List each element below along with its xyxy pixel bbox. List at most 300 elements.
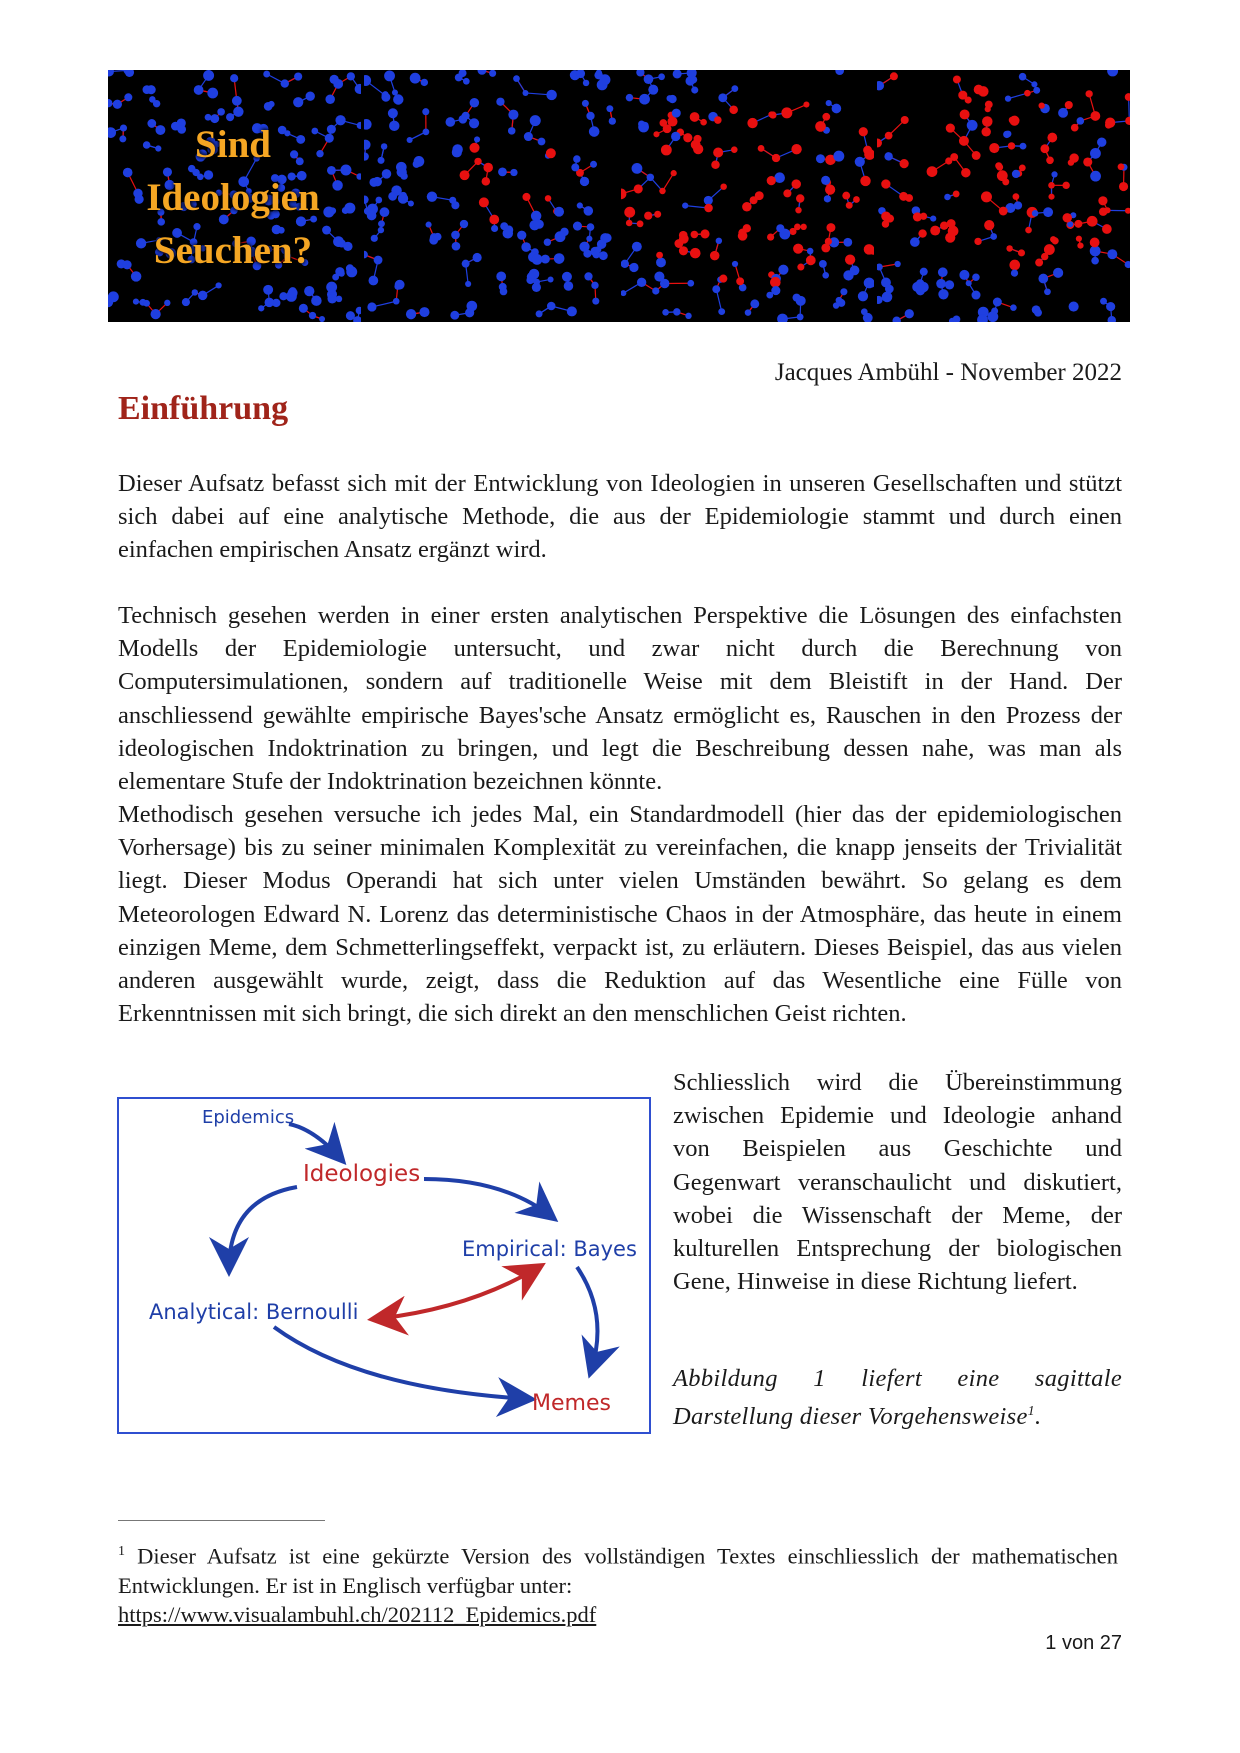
network-node bbox=[364, 119, 372, 130]
network-node bbox=[805, 255, 815, 265]
network-node bbox=[1062, 213, 1071, 222]
network-node bbox=[423, 128, 430, 135]
arrow-ideologies-to-analytical bbox=[229, 1187, 297, 1269]
network-node bbox=[1100, 298, 1107, 305]
network-node bbox=[731, 85, 738, 92]
network-node bbox=[584, 206, 594, 216]
network-node bbox=[831, 104, 841, 114]
network-node bbox=[659, 188, 665, 194]
network-node bbox=[754, 191, 763, 200]
network-node bbox=[452, 242, 461, 251]
network-node bbox=[860, 176, 870, 186]
network-node bbox=[1038, 274, 1048, 284]
network-node bbox=[1008, 117, 1015, 124]
network-node bbox=[460, 220, 468, 228]
network-node bbox=[1048, 182, 1055, 189]
network-node bbox=[656, 257, 666, 267]
network-node bbox=[554, 207, 564, 217]
network-node bbox=[265, 298, 275, 308]
network-node bbox=[938, 289, 948, 299]
network-node bbox=[374, 256, 383, 265]
network-node bbox=[462, 112, 470, 120]
network-node bbox=[603, 233, 612, 242]
network-node bbox=[639, 94, 650, 105]
network-node bbox=[1053, 268, 1063, 278]
network-node bbox=[794, 223, 801, 230]
footnote-reference-marker[interactable]: 1 bbox=[1027, 1404, 1035, 1420]
network-node bbox=[959, 270, 969, 280]
network-node bbox=[587, 236, 593, 242]
network-node bbox=[621, 290, 626, 296]
network-node bbox=[964, 96, 971, 103]
network-node bbox=[192, 289, 198, 295]
network-node bbox=[1012, 170, 1020, 178]
network-node bbox=[381, 143, 387, 149]
network-node bbox=[1019, 73, 1027, 81]
network-node bbox=[938, 267, 948, 277]
network-node bbox=[233, 107, 243, 117]
network-node bbox=[822, 272, 829, 279]
network-node bbox=[408, 201, 414, 207]
network-node bbox=[833, 151, 844, 162]
network-node bbox=[532, 283, 541, 292]
network-node bbox=[945, 123, 954, 132]
network-node bbox=[1008, 142, 1015, 149]
network-node bbox=[523, 193, 531, 201]
paragraph-methodical: Methodisch gesehen versuche ich jedes Mal, ein Standardmodell (hier das der epidemiologischen Vorhersage) bis zu seiner minimalen Komplexität zu vereinfachen, die knapp jenseits der Trivialität liegt. Dieser Modus Operandi hat sich unter vielen Umständen bewährt. So gelang es dem Meteorologen Edward N. Lorenz das deterministische Chaos in der Atmosphäre, das heute in einem einzigen Meme, dem Schmetterlingseffekt, verpackt ist, zu erläutern. Dieses Beispiel, das aus vielen anderen ausgewählt wurde, zeigt, dass die Reduktion auf das Wesentliche eine Fülle von Erkenntnissen mit sich bringt, die sich direkt an den menschlichen Geist richten. bbox=[118, 801, 1122, 1028]
network-node bbox=[791, 144, 801, 154]
network-node bbox=[470, 98, 479, 107]
network-node bbox=[1089, 238, 1099, 248]
network-node bbox=[330, 75, 339, 84]
network-node bbox=[1046, 156, 1054, 164]
network-node bbox=[712, 285, 720, 293]
network-node bbox=[770, 277, 781, 288]
network-node bbox=[919, 268, 927, 276]
network-node bbox=[1005, 131, 1012, 138]
paragraph-technical: Technisch gesehen werden in einer ersten analytischen Perspektive die Lösungen des einfachsten Modells der Epidemiologie untersucht, und zwar nicht durch die Berechnung von Computersimulationen, sondern auf traditionelle Weise mit dem Bleistift in der Hand. Der anschliessend gewählte empirische Bayes'sche Ansatz ermöglicht es, Rauschen in den Prozess der ideologischen Indoktrination zu bringen, und legt die Beschreibung dessen nahe, was man als elementare Stufe der Indoktrination bezeichnen könnte. bbox=[118, 602, 1122, 796]
network-node bbox=[400, 192, 407, 199]
network-node bbox=[1040, 144, 1049, 153]
network-node bbox=[984, 220, 994, 230]
network-node bbox=[577, 202, 583, 208]
network-node bbox=[607, 105, 614, 112]
network-node bbox=[1087, 216, 1098, 227]
page-number: 1 von 27 bbox=[1045, 1632, 1122, 1654]
network-node bbox=[203, 70, 214, 81]
network-node bbox=[108, 99, 112, 107]
network-node bbox=[670, 170, 676, 176]
network-node bbox=[713, 147, 723, 157]
network-node bbox=[451, 311, 460, 320]
network-node bbox=[393, 298, 400, 305]
network-node bbox=[767, 233, 774, 240]
network-node bbox=[1125, 117, 1130, 125]
network-node bbox=[508, 127, 516, 135]
network-node bbox=[420, 307, 430, 317]
network-node bbox=[952, 316, 960, 322]
network-node bbox=[1074, 220, 1082, 228]
network-node bbox=[1091, 257, 1099, 265]
network-node bbox=[536, 310, 543, 317]
network-node bbox=[388, 108, 398, 118]
network-node bbox=[996, 164, 1003, 171]
network-node bbox=[1077, 242, 1083, 248]
network-node bbox=[821, 176, 830, 185]
network-node bbox=[304, 286, 314, 296]
network-panel-3 bbox=[621, 70, 874, 322]
network-node bbox=[1047, 133, 1057, 143]
network-node bbox=[982, 116, 993, 126]
network-node bbox=[953, 190, 960, 197]
network-node bbox=[966, 120, 977, 131]
network-node bbox=[547, 302, 556, 311]
network-node bbox=[881, 278, 891, 288]
network-node bbox=[678, 234, 688, 244]
network-node bbox=[531, 211, 542, 222]
network-node bbox=[1009, 260, 1020, 271]
network-node bbox=[217, 108, 225, 116]
network-node bbox=[652, 287, 659, 294]
network-node bbox=[511, 169, 518, 176]
network-node bbox=[406, 309, 416, 319]
network-node bbox=[658, 73, 665, 80]
network-node bbox=[648, 85, 658, 95]
network-node bbox=[638, 120, 645, 127]
network-node bbox=[961, 168, 970, 177]
network-node bbox=[689, 248, 700, 259]
network-node bbox=[797, 264, 804, 271]
network-node bbox=[704, 204, 713, 213]
network-node bbox=[905, 194, 913, 202]
network-node bbox=[840, 288, 847, 295]
network-node bbox=[778, 265, 788, 275]
network-node bbox=[631, 163, 642, 174]
network-node bbox=[451, 231, 460, 240]
network-node bbox=[564, 281, 574, 291]
network-node bbox=[1038, 102, 1044, 108]
network-node bbox=[572, 163, 580, 171]
network-node bbox=[971, 151, 980, 160]
network-node bbox=[643, 74, 653, 84]
network-node bbox=[742, 202, 751, 211]
network-node bbox=[582, 100, 589, 107]
network-node bbox=[945, 280, 954, 289]
network-node bbox=[918, 229, 926, 237]
network-node bbox=[823, 195, 830, 202]
network-node bbox=[113, 100, 122, 109]
network-node bbox=[530, 220, 540, 230]
network-node bbox=[455, 74, 463, 82]
network-node bbox=[863, 146, 872, 155]
title-banner bbox=[108, 70, 1130, 322]
network-node bbox=[1071, 124, 1079, 132]
network-node bbox=[936, 279, 946, 289]
network-node bbox=[781, 107, 792, 118]
footnote-marker: 1 bbox=[118, 1544, 125, 1559]
network-node bbox=[666, 95, 673, 101]
network-node bbox=[890, 72, 898, 80]
network-node bbox=[993, 298, 1002, 307]
network-node bbox=[835, 70, 844, 75]
network-node bbox=[124, 93, 132, 101]
network-node bbox=[325, 94, 334, 103]
network-node bbox=[877, 263, 883, 270]
network-node bbox=[1097, 138, 1106, 147]
network-node bbox=[662, 124, 671, 133]
network-node bbox=[1104, 207, 1110, 213]
network-node bbox=[469, 118, 479, 128]
network-node bbox=[309, 312, 316, 319]
network-node bbox=[985, 101, 993, 109]
network-node bbox=[689, 76, 696, 83]
network-node bbox=[1090, 111, 1100, 121]
network-node bbox=[592, 282, 599, 289]
network-node bbox=[703, 196, 712, 205]
network-node bbox=[356, 307, 362, 315]
network-node bbox=[370, 178, 379, 187]
network-node bbox=[774, 172, 785, 183]
network-node bbox=[660, 145, 671, 156]
network-node bbox=[625, 94, 633, 102]
network-node bbox=[293, 97, 303, 107]
network-node bbox=[662, 309, 669, 316]
network-node bbox=[824, 238, 831, 245]
network-node bbox=[1107, 70, 1118, 76]
network-node bbox=[380, 207, 390, 217]
label-analytical-bernoulli: Analytical: Bernoulli bbox=[149, 1300, 359, 1324]
network-node bbox=[845, 202, 852, 209]
network-node bbox=[910, 237, 920, 247]
network-node bbox=[747, 118, 757, 128]
network-node bbox=[621, 260, 629, 268]
network-node bbox=[378, 220, 385, 227]
network-node bbox=[1031, 81, 1037, 87]
network-node bbox=[364, 196, 369, 204]
network-node bbox=[693, 144, 703, 154]
network-node bbox=[974, 238, 981, 245]
banner-title bbox=[108, 118, 358, 277]
footnote-link[interactable]: https://www.visualambuhl.ch/202112_Epidemics.pdf bbox=[118, 1601, 597, 1627]
network-node bbox=[407, 137, 413, 143]
network-node bbox=[981, 127, 990, 136]
network-node bbox=[198, 291, 207, 300]
network-node bbox=[544, 238, 551, 245]
network-node bbox=[281, 79, 289, 87]
network-node bbox=[849, 266, 859, 276]
network-node bbox=[423, 108, 430, 115]
network-node bbox=[355, 84, 362, 94]
network-node bbox=[1098, 196, 1107, 205]
network-node bbox=[950, 153, 958, 161]
banner-title-line-2: Ideologien bbox=[146, 176, 320, 219]
network-node bbox=[395, 280, 405, 290]
network-node bbox=[757, 145, 764, 152]
network-node bbox=[546, 148, 556, 158]
network-node bbox=[462, 260, 470, 268]
network-node bbox=[818, 260, 826, 268]
network-node bbox=[744, 309, 751, 316]
network-node bbox=[793, 244, 803, 254]
network-node bbox=[497, 271, 507, 281]
network-node bbox=[791, 179, 800, 188]
network-node bbox=[410, 73, 421, 84]
network-node bbox=[947, 226, 958, 237]
network-node bbox=[625, 220, 632, 227]
network-node bbox=[346, 311, 355, 320]
network-node bbox=[479, 197, 489, 207]
network-node bbox=[700, 229, 709, 238]
network-node bbox=[230, 74, 238, 82]
network-node bbox=[825, 100, 831, 106]
network-node bbox=[904, 309, 913, 318]
network-node bbox=[654, 271, 664, 281]
network-node bbox=[825, 185, 835, 195]
network-node bbox=[894, 261, 900, 267]
network-node bbox=[1119, 182, 1128, 191]
paragraph-intro: Dieser Aufsatz befasst sich mit der Entwicklung von Ideologien in unseren Gesellschaften und stützt sich dabei auf eine analytische Methode, die aus der Epidemiologie stammt und durch einen einfachen empirischen Ansatz ergänzt wird. bbox=[118, 470, 1122, 564]
network-node bbox=[1125, 93, 1130, 101]
network-node bbox=[327, 294, 336, 303]
network-node bbox=[311, 295, 321, 305]
network-node bbox=[555, 231, 566, 242]
network-node bbox=[644, 212, 652, 220]
network-node bbox=[709, 251, 719, 261]
network-node bbox=[999, 207, 1008, 216]
network-node bbox=[842, 192, 850, 200]
network-node bbox=[465, 281, 471, 287]
network-node bbox=[843, 238, 852, 247]
network-node bbox=[1048, 194, 1054, 200]
network-node bbox=[918, 282, 928, 292]
network-node bbox=[930, 216, 936, 222]
network-node bbox=[513, 75, 520, 82]
network-node bbox=[1010, 304, 1017, 311]
network-node bbox=[580, 177, 589, 186]
network-node bbox=[656, 252, 663, 259]
figure-1-diagram bbox=[117, 1097, 651, 1434]
network-node bbox=[382, 169, 392, 179]
network-node bbox=[621, 189, 626, 200]
network-node bbox=[590, 161, 597, 168]
network-node bbox=[806, 248, 813, 255]
network-node bbox=[687, 280, 694, 287]
network-node bbox=[629, 263, 638, 272]
network-node bbox=[689, 112, 699, 122]
author-date: Jacques Ambühl - November 2022 bbox=[774, 359, 1122, 386]
network-panel-4 bbox=[877, 70, 1130, 322]
network-node bbox=[263, 285, 273, 295]
network-node bbox=[750, 299, 759, 308]
network-node bbox=[427, 191, 437, 201]
network-node bbox=[884, 152, 892, 160]
network-node bbox=[971, 291, 980, 300]
network-node bbox=[877, 81, 884, 90]
network-node bbox=[489, 70, 496, 77]
network-node bbox=[777, 314, 788, 322]
network-node bbox=[378, 157, 385, 164]
network-node bbox=[288, 288, 298, 298]
network-node bbox=[1107, 249, 1117, 259]
section-title: Einführung bbox=[118, 390, 289, 427]
figure-reference-end: . bbox=[1034, 1403, 1042, 1431]
network-node bbox=[523, 90, 529, 96]
network-node bbox=[881, 292, 892, 303]
network-node bbox=[1107, 316, 1115, 322]
banner-title-line-3: Seuchen? bbox=[153, 229, 313, 272]
network-node bbox=[720, 183, 726, 189]
network-node bbox=[547, 90, 557, 100]
network-node bbox=[892, 316, 900, 322]
network-node bbox=[981, 191, 992, 202]
network-node bbox=[671, 109, 680, 118]
network-node bbox=[796, 313, 803, 320]
network-node bbox=[1032, 210, 1039, 217]
network-graphic-4 bbox=[877, 70, 1130, 322]
network-node bbox=[913, 212, 922, 221]
network-node bbox=[216, 282, 222, 288]
network-node bbox=[1058, 108, 1068, 118]
network-node bbox=[299, 304, 308, 313]
network-node bbox=[599, 251, 608, 260]
network-node bbox=[953, 75, 961, 83]
network-node bbox=[475, 158, 482, 165]
network-node bbox=[826, 223, 835, 232]
paragraph-conclusion: Schliesslich wird die Übereinstimmung zwischen Epidemie und Ideologie anhand von Beispielen aus Geschichte und Gegenwart veranschaulicht und diskutiert, wobei die Wissenschaft der Meme, der kulturellen Entsprechung der biologischen Gene, Hinweise in diese Richtung liefert. bbox=[673, 1069, 1122, 1296]
network-node bbox=[1024, 90, 1031, 97]
network-node bbox=[653, 131, 659, 137]
figure-reference-paragraph bbox=[673, 1362, 1122, 1434]
network-node bbox=[376, 197, 383, 204]
network-node bbox=[529, 269, 539, 279]
network-node bbox=[364, 251, 368, 259]
network-node bbox=[319, 316, 325, 322]
network-node bbox=[484, 163, 494, 173]
network-node bbox=[232, 96, 242, 106]
network-node bbox=[926, 166, 937, 177]
network-node bbox=[989, 143, 999, 153]
network-node bbox=[736, 277, 744, 285]
network-node bbox=[711, 160, 720, 169]
network-node bbox=[1018, 249, 1025, 256]
network-node bbox=[1085, 90, 1092, 97]
network-node bbox=[815, 121, 826, 132]
network-node bbox=[478, 70, 487, 75]
network-node bbox=[1034, 309, 1042, 317]
network-node bbox=[795, 207, 801, 213]
network-node bbox=[382, 91, 388, 97]
network-node bbox=[545, 195, 552, 202]
network-node bbox=[972, 273, 980, 281]
network-node bbox=[1064, 101, 1072, 109]
network-node bbox=[881, 211, 891, 221]
network-node bbox=[1033, 87, 1040, 94]
network-node bbox=[959, 109, 969, 119]
network-node bbox=[815, 154, 824, 163]
network-node bbox=[573, 221, 582, 230]
network-node bbox=[900, 116, 908, 124]
network-node bbox=[517, 231, 526, 240]
network-node bbox=[796, 194, 804, 202]
network-node bbox=[567, 306, 577, 316]
network-node bbox=[1041, 253, 1048, 260]
network-node bbox=[1005, 95, 1011, 101]
network-node bbox=[1076, 236, 1082, 242]
network-node bbox=[434, 233, 442, 241]
network-node bbox=[1102, 224, 1112, 234]
network-node bbox=[587, 112, 595, 120]
network-node bbox=[498, 167, 507, 176]
